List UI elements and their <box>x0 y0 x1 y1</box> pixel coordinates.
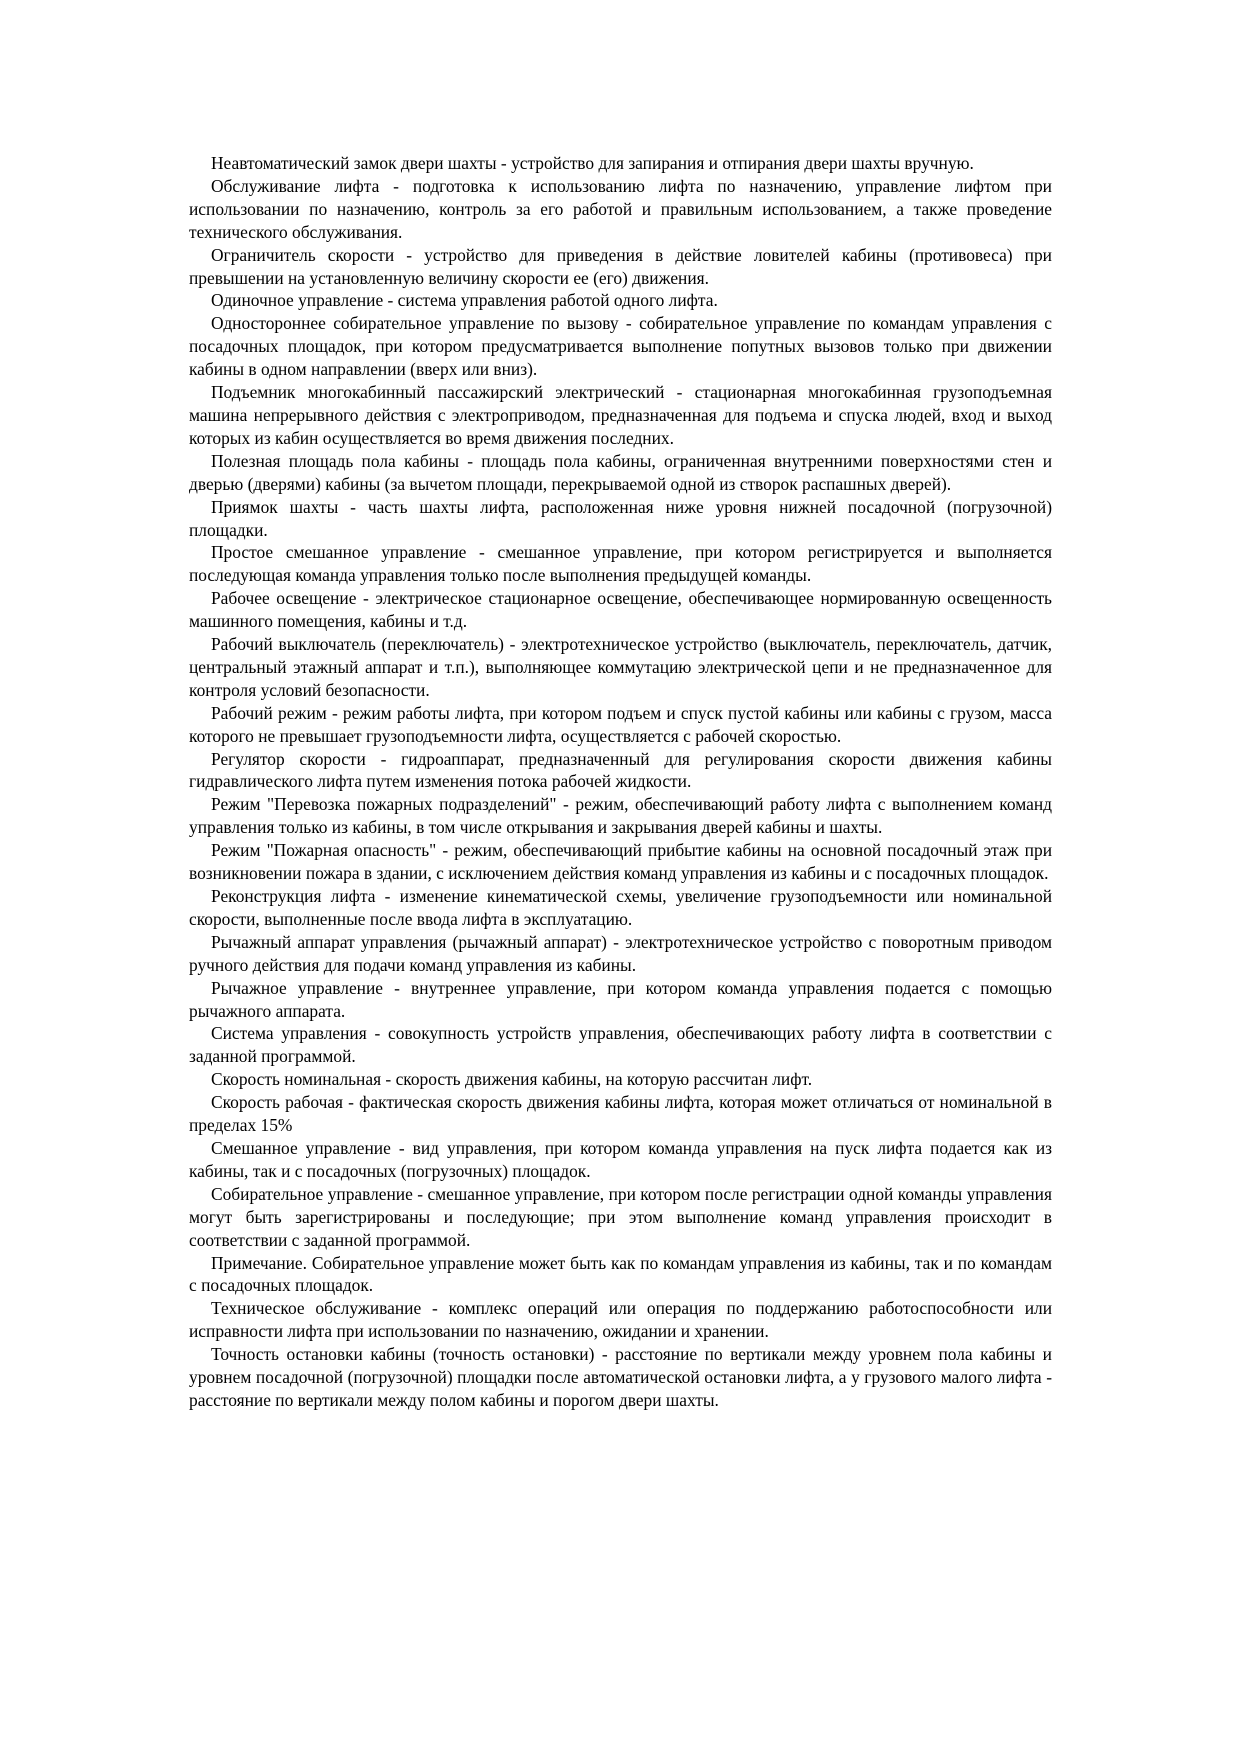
paragraph: Подъемник многокабинный пассажирский электрический - стационарная многокабинная грузоподъемная машина непрерывного действия с электроприводом, предназначенная для подъема и спуска людей, вход и выход которых из кабин осуществляется во время движения последних. <box>189 382 1052 448</box>
paragraph: Рабочий выключатель (переключатель) - электротехническое устройство (выключатель, переключатель, датчик, центральный этажный аппарат и т.п.), выполняющее коммутацию электрической цепи и не предназначенное для контроля условий безопасности. <box>189 634 1052 700</box>
paragraph: Регулятор скорости - гидроаппарат, предназначенный для регулирования скорости движения кабины гидравлического лифта путем изменения потока рабочей жидкости. <box>189 748 1052 792</box>
paragraph: Режим "Пожарная опасность" - режим, обеспечивающий прибытие кабины на основной посадочный этаж при возникновении пожара в здании, с исключением действия команд управления из кабины и с посадочных площадок. <box>189 840 1052 884</box>
paragraph: Собирательное управление - смешанное управление, при котором после регистрации одной команды управления могут быть зарегистрированы и последующие; при этом выполнение команд управления происходит в соответствии с заданной программой. <box>189 1183 1052 1250</box>
paragraph: Примечание. Собирательное управление может быть как по командам управления из кабины, так и по командам с посадочных площадок. <box>189 1252 1052 1296</box>
paragraph: Техническое обслуживание - комплекс операций или операция по поддержанию работоспособности или исправности лифта при использовании по назначению, ожидании и хранении. <box>189 1298 1052 1342</box>
paragraph: Точность остановки кабины (точность остановки) - расстояние по вертикали между уровнем пола кабины и уровнем посадочной (погрузочной) площадки после автоматической остановки лифта, а у грузового малого лифта - расстояние по вертикали между полом кабины и порогом двери шахты. <box>189 1344 1052 1410</box>
paragraph: Ограничитель скорости - устройство для приведения в действие ловителей кабины (противовеса) при превышении на установленную величину скорости ее (его) движения. <box>189 244 1052 288</box>
paragraph: Приямок шахты - часть шахты лифта, расположенная ниже уровня нижней посадочной (погрузочной) площадки. <box>189 496 1052 540</box>
paragraph: Полезная площадь пола кабины - площадь пола кабины, ограниченная внутренними поверхностями стен и дверью (дверями) кабины (за вычетом площади, перекрываемой одной из створок распашных дверей). <box>189 450 1052 494</box>
paragraph: Смешанное управление - вид управления, при котором команда управления на пуск лифта подается как из кабины, так и с посадочных (погрузочных) площадок. <box>189 1137 1052 1181</box>
paragraph: Неавтоматический замок двери шахты - устройство для запирания и отпирания двери шахты вручную. <box>211 153 974 173</box>
paragraph: Рабочий режим - режим работы лифта, при котором подъем и спуск пустой кабины или кабины с грузом, масса которого не превышает грузоподъемности лифта, осуществляется с рабочей скоростью. <box>189 702 1052 746</box>
paragraph: Простое смешанное управление - смешанное управление, при котором регистрируется и выполняется последующая команда управления только после выполнения предыдущей команды. <box>189 542 1052 586</box>
paragraph: Обслуживание лифта - подготовка к использованию лифта по назначению, управление лифтом при использовании по назначению, контроль за его работой и правильным использованием, а также проведение технического обслуживания. <box>189 175 1052 242</box>
document-body <box>189 152 1052 1412</box>
paragraph: Скорость номинальная - скорость движения кабины, на которую рассчитан лифт. <box>211 1069 813 1090</box>
paragraph: Система управления - совокупность устройств управления, обеспечивающих работу лифта в соответствии с заданной программой. <box>189 1023 1052 1067</box>
paragraph: Одиночное управление - система управления работой одного лифта. <box>211 290 718 311</box>
paragraph: Режим "Перевозка пожарных подразделений" - режим, обеспечивающий работу лифта с выполнением команд управления только из кабины, в том числе открывания и закрывания дверей кабины и шахты. <box>189 794 1052 838</box>
paragraph: Рычажный аппарат управления (рычажный аппарат) - электротехническое устройство с поворотным приводом ручного действия для подачи команд управления из кабины. <box>189 931 1052 975</box>
paragraph: Рычажное управление - внутреннее управление, при котором команда управления подается с помощью рычажного аппарата. <box>189 977 1052 1021</box>
paragraph: Реконструкция лифта - изменение кинематической схемы, увеличение грузоподъемности или номинальной скорости, выполненные после ввода лифта в эксплуатацию. <box>189 886 1052 929</box>
paragraph: Одностороннее собирательное управление по вызову - собирательное управление по командам управления с посадочных площадок, при котором предусматривается выполнение попутных вызовов только при движении кабины в одном направлении (вверх или вниз). <box>189 313 1052 380</box>
paragraph: Скорость рабочая - фактическая скорость движения кабины лифта, которая может отличаться от номинальной в пределах 15% <box>189 1092 1052 1136</box>
paragraph: Рабочее освещение - электрическое стационарное освещение, обеспечивающее нормированную освещенность машинного помещения, кабины и т.д. <box>189 588 1052 632</box>
